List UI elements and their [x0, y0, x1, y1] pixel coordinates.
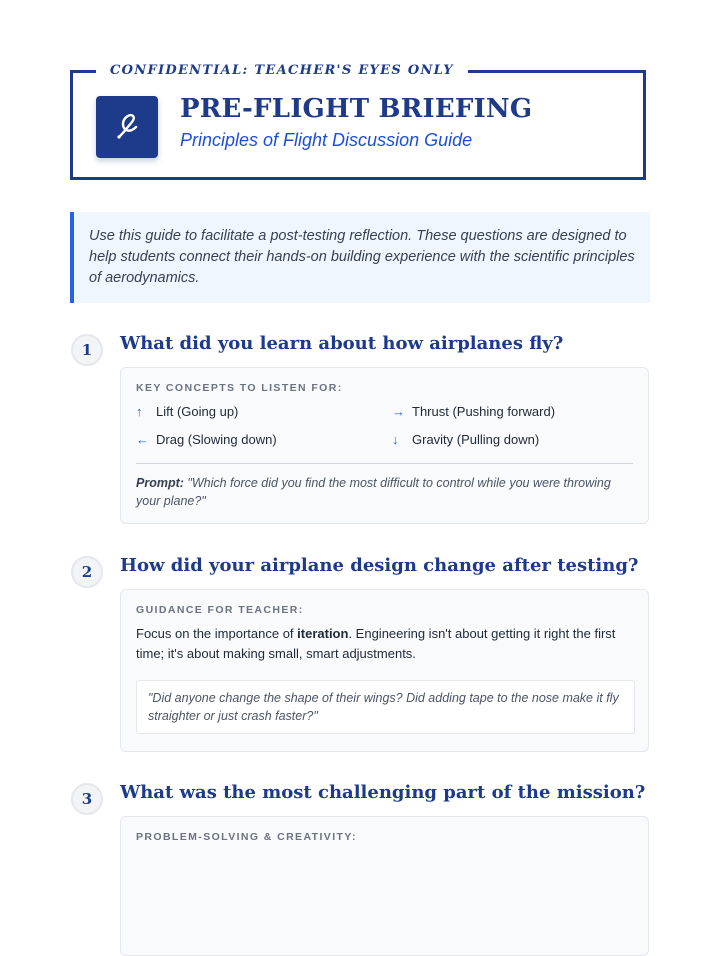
- concept-gravity: [392, 432, 539, 447]
- concept-label: Drag (Slowing down): [156, 432, 277, 447]
- example-quote: "Did anyone change the shape of their wings? Did adding tape to the nose make it fly straighter or just crash faster?": [136, 680, 635, 734]
- problem-solving-card: [120, 816, 649, 956]
- card-label: PROBLEM-SOLVING & CREATIVITY:: [136, 831, 357, 843]
- question-1-title: What did you learn about how airplanes fly?: [120, 333, 564, 354]
- concept-label: Lift (Going up): [156, 404, 239, 419]
- logo: [96, 96, 158, 158]
- arrow-up-icon: ↑: [136, 404, 143, 419]
- page-title: PRE-FLIGHT BRIEFING: [180, 94, 533, 124]
- card-label: KEY CONCEPTS TO LISTEN FOR:: [136, 382, 343, 394]
- section-number-2: 2: [71, 556, 103, 588]
- question-2-title: How did your airplane design change after testing?: [120, 555, 639, 576]
- arrow-left-icon: ←: [136, 432, 149, 447]
- page-subtitle: Principles of Flight Discussion Guide: [180, 130, 473, 150]
- arrow-right-icon: →: [392, 404, 405, 419]
- section-number-1: 1: [71, 334, 103, 366]
- key-concepts-card: [120, 367, 649, 524]
- guidance-text-start: Focus on the importance of: [136, 626, 298, 641]
- confidential-tag: CONFIDENTIAL: TEACHER'S EYES ONLY: [96, 62, 468, 80]
- section-number-3: 3: [71, 783, 103, 815]
- question-3-title: What was the most challenging part of the mission?: [120, 782, 646, 803]
- concept-label: Thrust (Pushing forward): [412, 404, 556, 419]
- concept-lift: [136, 404, 238, 419]
- concept-label: Gravity (Pulling down): [412, 432, 540, 447]
- arrow-down-icon: ↓: [392, 432, 399, 447]
- guidance-card: [120, 589, 649, 752]
- paper-plane-loop-icon: [110, 110, 144, 144]
- guidance-emphasis: iteration: [297, 626, 349, 641]
- guidance-text: [136, 624, 631, 664]
- divider: [136, 463, 633, 464]
- guidance-text-end: . Engineering isn't about getting it right the first time; it's about making small, smart adjustments.: [136, 626, 616, 661]
- card-label: GUIDANCE FOR TEACHER:: [136, 604, 304, 616]
- intro-note: Use this guide to facilitate a post-testing reflection. These questions are designed to help students connect their hands-on building experience with the scientific principles of aerodynamics.: [70, 212, 650, 303]
- concept-thrust: [392, 404, 555, 419]
- prompt-body: "Which force did you find the most difficult to control while you were throwing your plane?": [136, 476, 611, 508]
- prompt-text: [136, 474, 616, 510]
- prompt-label: Prompt:: [136, 476, 184, 490]
- concept-drag: [136, 432, 277, 447]
